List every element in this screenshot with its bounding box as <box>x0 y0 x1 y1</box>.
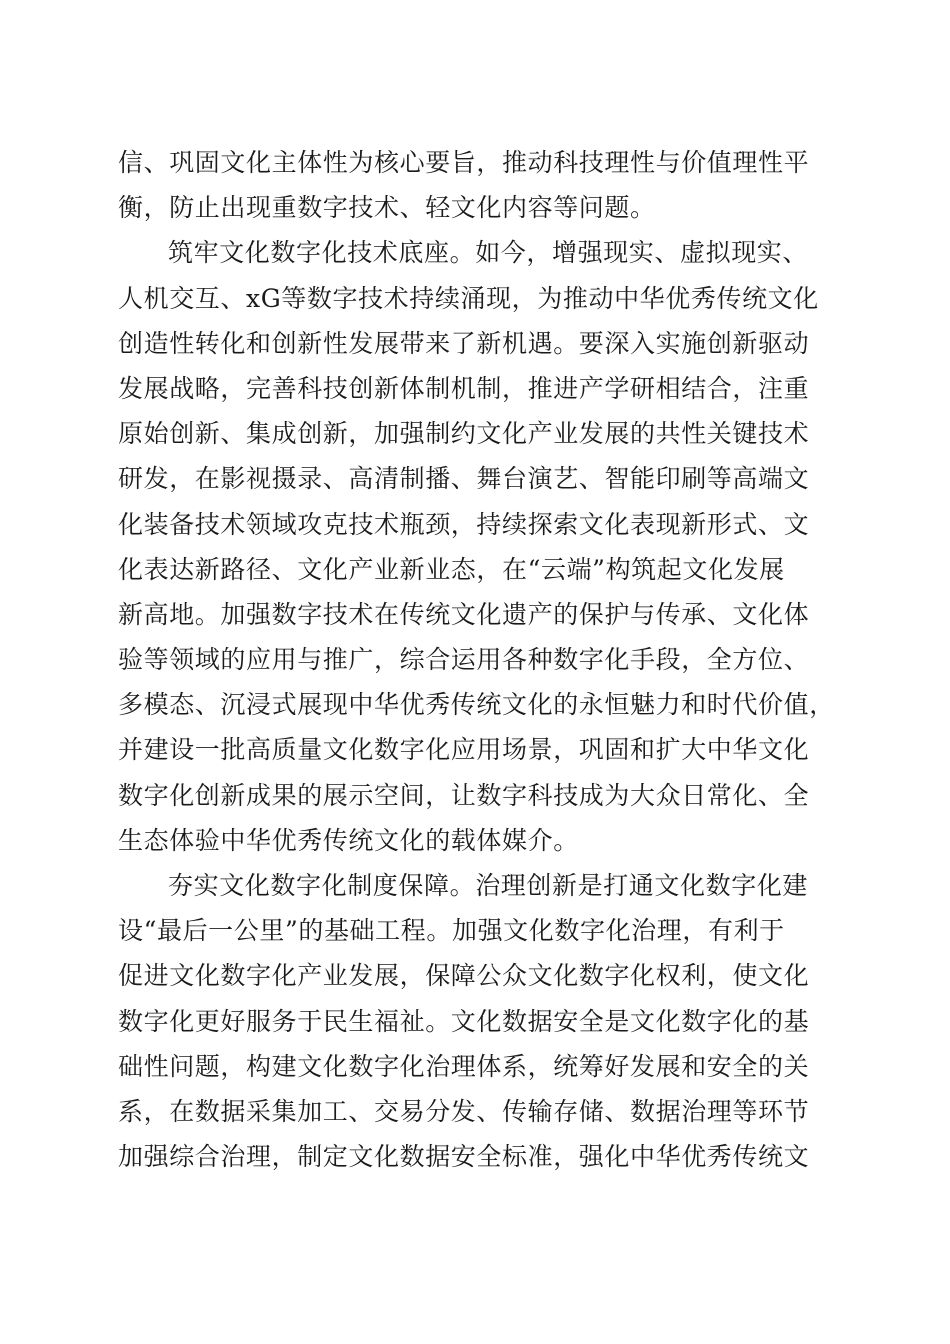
paragraph-heading-line: 筑牢文化数字化技术底座。如今，增强现实、虚拟现实、 <box>168 238 809 268</box>
text-line: 新高地。加强数字技术在传统文化遗产的保护与传承、文化体 <box>118 599 810 629</box>
text-line: 并建设一批高质量文化数字化应用场景，巩固和扩大中华文化 <box>118 735 810 765</box>
text-line: 信、巩固文化主体性为核心要旨，推动科技理性与价值理性平 <box>118 148 810 177</box>
paragraph-heading-line: 夯实文化数字化制度保障。治理创新是打通文化数字化建 <box>168 871 809 900</box>
text-line: 研发，在影视摄录、高清制播、舞台演艺、智能印刷等高端文 <box>118 464 810 494</box>
text-line: 人机交互、xG等数字技术持续涌现，为推动中华优秀传统文化 <box>118 283 819 313</box>
text-line: 化表达新路径、文化产业新业态，在“云端”构筑起文化发展 <box>118 554 785 584</box>
text-line: 原始创新、集成创新，加强制约文化产业发展的共性关键技术 <box>118 419 810 449</box>
text-line: 数字化更好服务于民生福祉。文化数据安全是文化数字化的基 <box>118 1006 810 1036</box>
text-line: 生态体验中华优秀传统文化的载体媒介。 <box>118 825 579 855</box>
text-line: 发展战略，完善科技创新体制机制，推进产学研相结合，注重 <box>118 373 810 403</box>
text-line: 衡，防止出现重数字技术、轻文化内容等问题。 <box>118 193 656 223</box>
text-line: 多模态、沉浸式展现中华优秀传统文化的永恒魅力和时代价值， <box>118 690 835 720</box>
text-line: 设“最后一公里”的基础工程。加强文化数字化治理，有利于 <box>118 916 785 946</box>
text-line: 创造性转化和创新性发展带来了新机遇。要深入实施创新驱动 <box>118 328 810 358</box>
text-line: 系，在数据采集加工、交易分发、传输存储、数据治理等环节 <box>118 1096 810 1126</box>
text-line: 础性问题，构建文化数字化治理体系，统筹好发展和安全的关 <box>118 1051 810 1081</box>
text-line: 验等领域的应用与推广，综合运用各种数字化手段，全方位、 <box>118 645 810 675</box>
text-line: 数字化创新成果的展示空间，让数字科技成为大众日常化、全 <box>118 780 810 810</box>
body-text <box>118 140 838 1179</box>
text-line: 促进文化数字化产业发展，保障公众文化数字化权利，使文化 <box>118 961 810 991</box>
text-line: 加强综合治理，制定文化数据安全标准，强化中华优秀传统文 <box>118 1142 810 1172</box>
text-line: 化装备技术领域攻克技术瓶颈，持续探索文化表现新形式、文 <box>118 509 810 539</box>
